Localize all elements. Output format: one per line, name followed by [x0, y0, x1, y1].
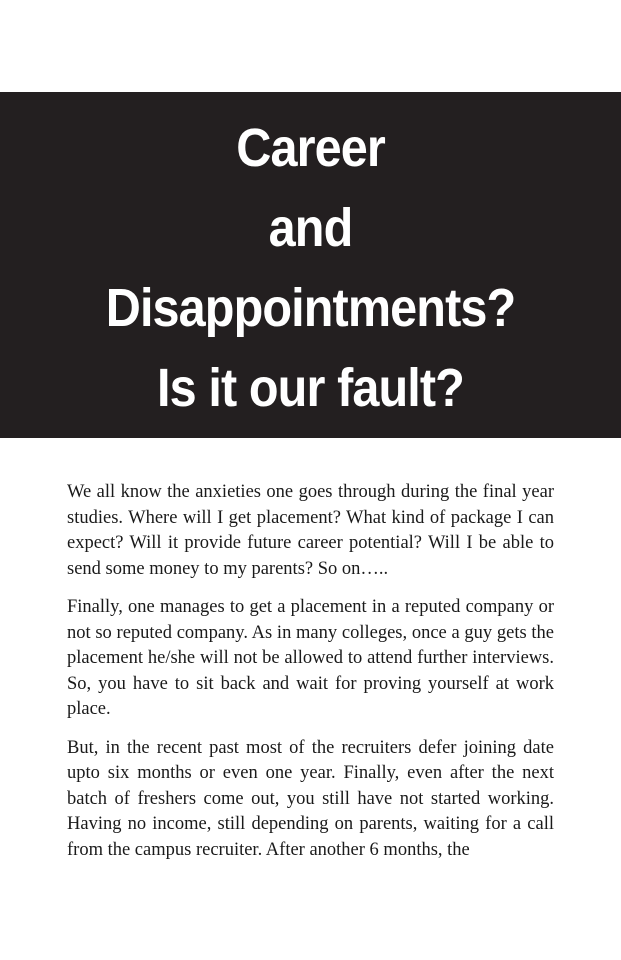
paragraph-1: We all know the anxieties one goes through during the final year studies. Where will I get placement? What kind of package I can expect? Will it provide future career potential? Will I be able to send some money to my parents? So on….. — [67, 482, 554, 579]
title-line-3: Disappointments? — [105, 278, 516, 338]
title-banner — [0, 92, 621, 438]
paragraph-3: But, in the recent past most of the recruiters defer joining date upto six months or even one year. Finally, even after the next batch of freshers come out, you still have not started working. Having no income, still depending on parents, waiting for a call from the campus recruiter. After another 6 months, the — [67, 737, 554, 860]
title-line-1: Career — [236, 118, 385, 178]
title-line-4: Is it our fault? — [157, 358, 464, 418]
title-line-2: and — [268, 198, 353, 258]
body-text — [67, 480, 554, 876]
paragraph-2: Finally, one manages to get a placement in a reputed company or not so reputed company. As in many colleges, once a guy gets the placement he/she will not be allowed to attend further interviews. So, you have to sit back and wait for proving yourself at work place. — [67, 597, 554, 719]
